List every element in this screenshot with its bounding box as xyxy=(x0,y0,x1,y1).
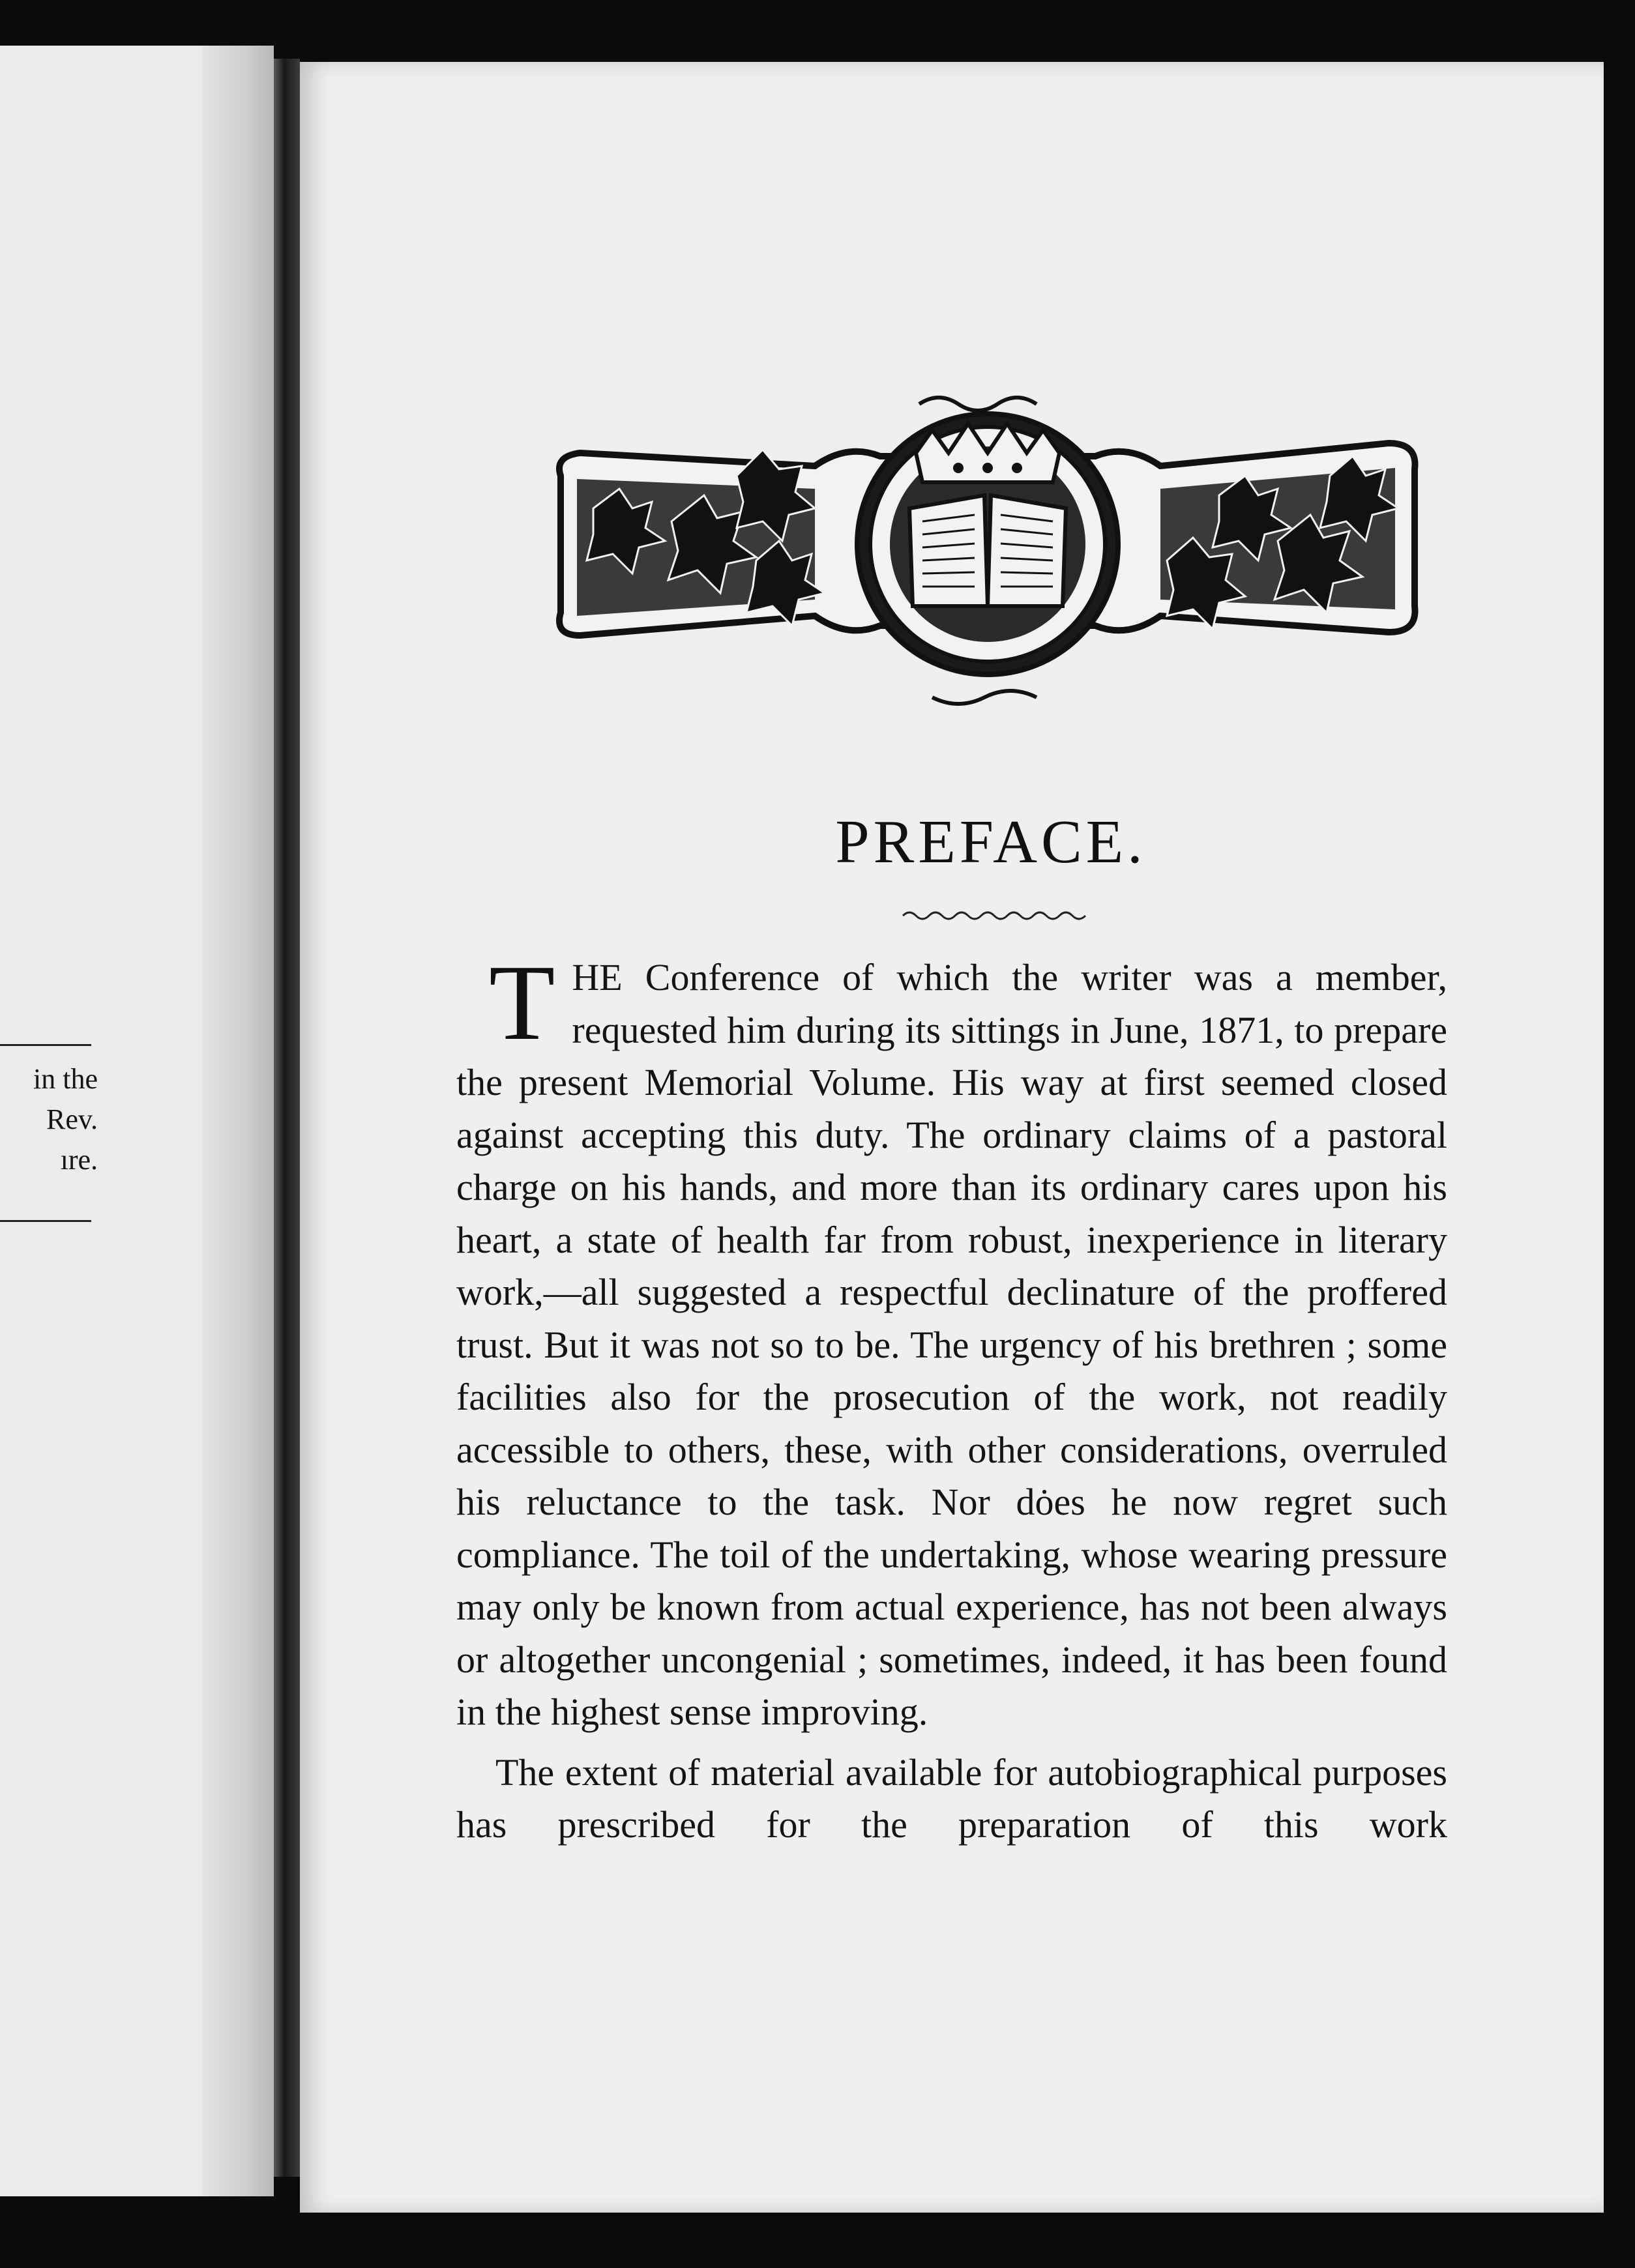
book-spine xyxy=(274,59,300,2177)
left-page-line-3: ıre. xyxy=(60,1144,98,1176)
page-title: PREFACE. xyxy=(835,808,1147,876)
left-page-line-2: Rev. xyxy=(46,1103,98,1135)
left-page xyxy=(0,46,274,2196)
paragraph-2-text: The extent of material available for autobiographical purposes has prescribed for the preparation of this work xyxy=(456,1751,1447,1846)
left-page-gutter-shadow xyxy=(202,46,274,2196)
preface-paragraph-1 xyxy=(456,942,1447,1739)
paragraph-1-text: HE Conference of which the writer was a member, requested him during its sittings in June, 1871, to prepare the present Memorial Volume. His way at first seemed closed against accepting this duty. The ordinary claims of a pastoral charge on his hands, and more than its ordinary cares upon his heart, a state of health far from robust, inexperience in literary work,—all suggested a respectful declinature of the proffered trust. But it was not so to be. The urgency of his brethren ; some facilities also for the prosecution of the work, not readily accessible to others, these, with other considerations, overruled his reluctance to the task. Nor dȯes he now regret such compliance. The toil of the undertaking, whose wearing pressure may only be known from actual experience, has not been always or altogether uncongenial ; sometimes, indeed, it has been found in the highest sense improving. xyxy=(456,956,1447,1733)
left-page-bottom-rule xyxy=(0,1220,91,1222)
preface-paragraph-2 xyxy=(456,1747,1447,1852)
left-page-top-rule xyxy=(0,1044,91,1046)
title-flourish xyxy=(900,906,1095,925)
headpiece-ornament xyxy=(541,391,1434,730)
left-page-line-1: in the xyxy=(33,1063,98,1095)
preface-body xyxy=(456,942,1447,1852)
drop-cap: T xyxy=(489,942,555,1062)
